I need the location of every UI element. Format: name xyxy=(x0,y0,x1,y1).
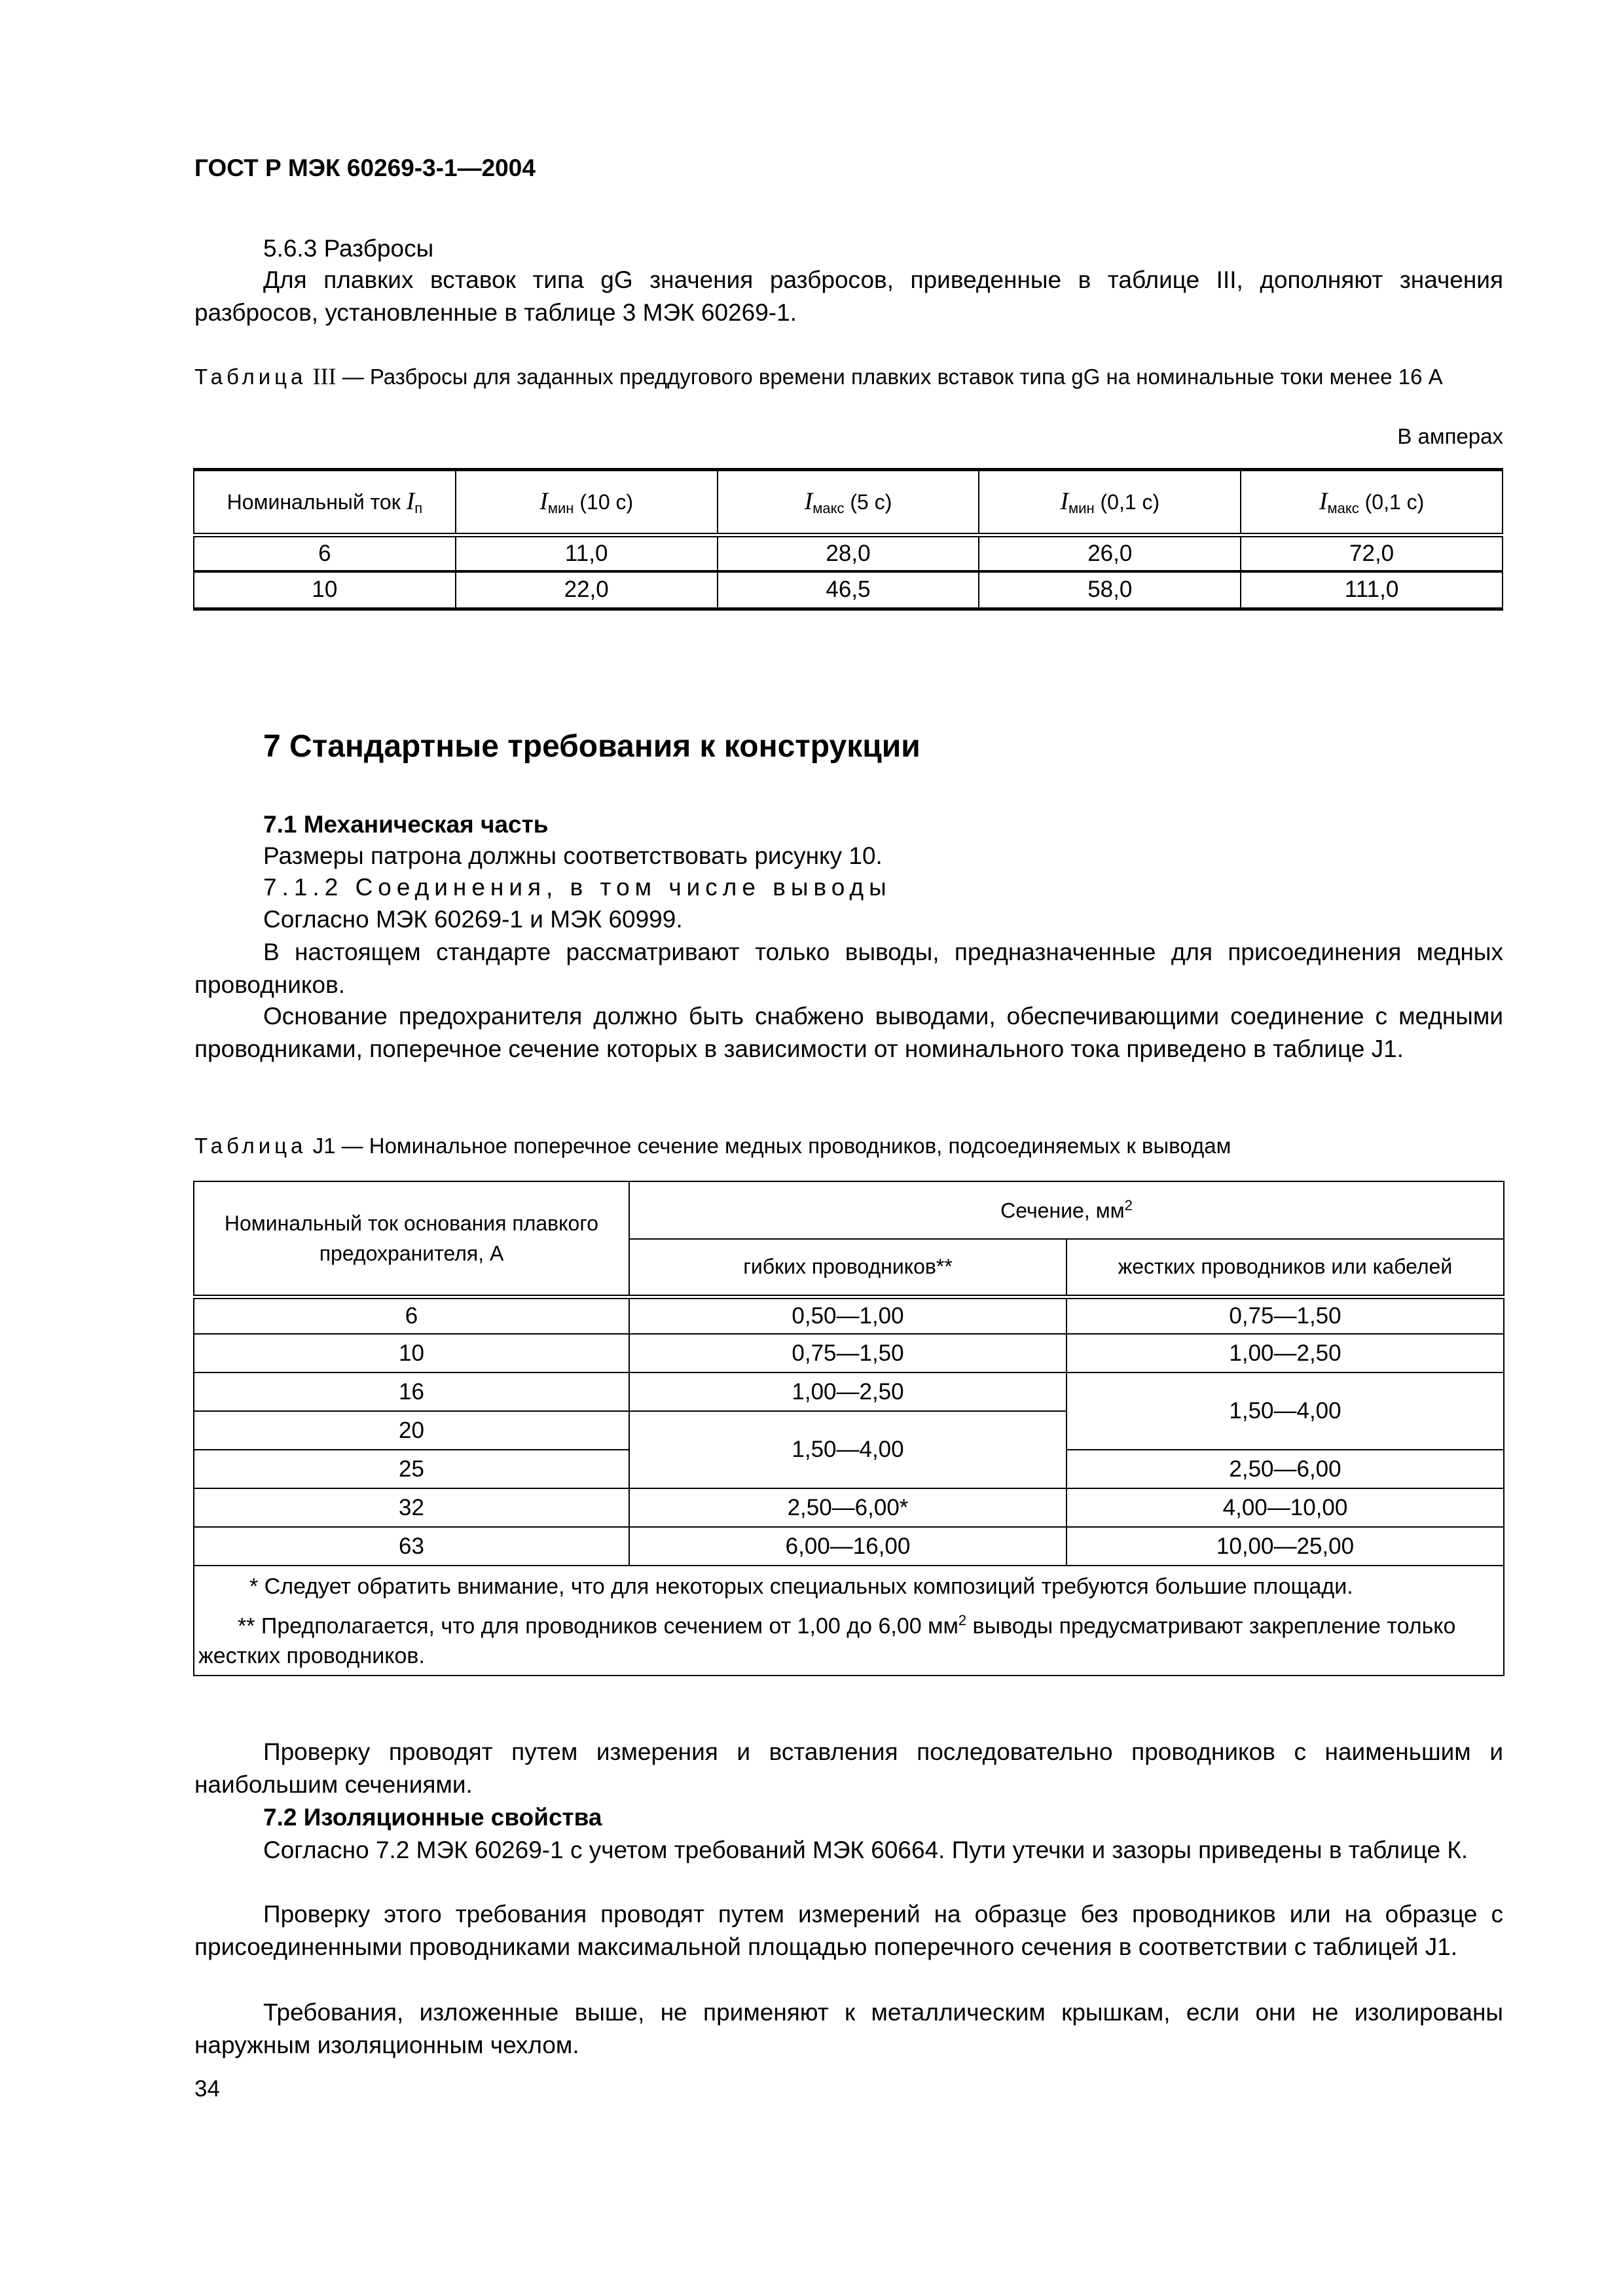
table-header-row xyxy=(194,1181,1504,1239)
header-section: Сечение, $мм^2$ xyxy=(629,1181,1504,1239)
cell: 2,50—6,00* xyxy=(629,1488,1067,1527)
table-row xyxy=(194,1527,1504,1566)
cell: 0,50—1,00 xyxy=(629,1297,1067,1334)
section-7-1-2-title: 7.1.2 Соединения, в том числе выводы xyxy=(263,874,892,901)
table-3 xyxy=(193,468,1503,611)
section-7-2-p2: Проверку этого требования проводят путем измерений на образце без проводников или на образце с присоединенными проводниками максимальной площадью поперечного сечения в соответствии с таблицей J1. xyxy=(194,1901,1503,1960)
caption-number: III xyxy=(312,363,337,389)
section-7-1-title: 7.1 Механическая часть xyxy=(263,811,549,838)
table-row xyxy=(194,571,1503,609)
document-code: ГОСТ Р МЭК 60269-3-1—2004 xyxy=(194,154,536,181)
section-5-6-3-text: Для плавких вставок типа gG значения разбросов, приведенные в таблице III, дополняют значения разбросов, установленные в таблице 3 МЭК 60269-1. xyxy=(194,266,1503,326)
verification-paragraph: Проверку проводят путем измерения и вставления последовательно проводников с наименьшим и наибольшим сечениями. xyxy=(194,1738,1503,1798)
table-row xyxy=(194,1297,1504,1334)
table-row xyxy=(194,1488,1504,1527)
cell: 4,00—10,00 xyxy=(1067,1488,1504,1527)
cell: 16 xyxy=(194,1372,629,1411)
page-number: 34 xyxy=(194,2076,220,2102)
header-nominal-current: Номинальный ток основания плавкого предохранителя, А xyxy=(194,1181,629,1297)
caption-prefix: Таблица xyxy=(194,1134,307,1158)
cell: 26,0 xyxy=(979,535,1241,571)
section-5-6-3-title: 5.6.3 Разбросы xyxy=(263,235,434,262)
cell: 11,0 xyxy=(456,535,718,571)
caption-text: J1 — Номинальное поперечное сечение медных проводников, подсоединяемых к выводам xyxy=(312,1134,1231,1158)
header-imin-01s: $I_{мин}$ (0,1 с) xyxy=(979,470,1241,535)
cell: 10,00—25,00 xyxy=(1067,1527,1504,1566)
cell: 6 xyxy=(194,1297,629,1334)
cell: 28,0 xyxy=(718,535,979,571)
table-row xyxy=(194,1372,1504,1411)
cell: 22,0 xyxy=(456,571,718,609)
cell: 32 xyxy=(194,1488,629,1527)
note-1: * Следует обратить внимание, что для некоторых специальных композиций требуются большие площади. xyxy=(249,1574,1353,1599)
table-notes xyxy=(194,1566,1504,1676)
cell: 6 xyxy=(194,535,456,571)
section-7-1-text: Размеры патрона должны соответствовать рисунку 10. xyxy=(263,842,883,869)
cell: 25 xyxy=(194,1450,629,1488)
cell: 111,0 xyxy=(1241,571,1503,609)
cell: 72,0 xyxy=(1241,535,1503,571)
cell: 0,75—1,50 xyxy=(1067,1297,1504,1334)
section-7-2-title: 7.2 Изоляционные свойства xyxy=(263,1804,602,1831)
cell: 1,50—4,00 xyxy=(1067,1372,1504,1450)
cell: 6,00—16,00 xyxy=(629,1527,1067,1566)
table-3-caption xyxy=(194,361,1503,392)
header-imin-10s: $I_{мин}$ (10 с) xyxy=(456,470,718,535)
header-imax-01s: $I_{макс}$ (0,1 с) xyxy=(1241,470,1503,535)
section-7-1-2-p2: В настоящем стандарте рассматривают только выводы, предназначенные для присоединения медных проводников. xyxy=(194,939,1503,998)
cell: 1,50—4,00 xyxy=(629,1411,1067,1488)
section-7-title: 7 Стандартные требования к конструкции xyxy=(263,729,921,764)
caption-text: — Разбросы для заданных преддугового времени плавких вставок типа gG на номинальные токи менее 16 А xyxy=(342,365,1443,389)
header-nominal-current: Номинальный ток $I_п$ xyxy=(194,470,456,535)
cell: 46,5 xyxy=(718,571,979,609)
table-j1 xyxy=(193,1181,1504,1676)
table-3-units: В амперах xyxy=(1397,424,1503,448)
cell: 0,75—1,50 xyxy=(629,1334,1067,1372)
caption-prefix: Таблица xyxy=(194,365,307,389)
header-imax-5s: $I_{макс}$ (5 с) xyxy=(718,470,979,535)
note-2: ** Предполагается, что для проводников сечением от 1,00 до 6,00 $мм^2$ выводы предусматривают закрепление только жестких проводников. xyxy=(198,1612,1456,1669)
table-row xyxy=(194,1334,1504,1372)
section-7-1-2-p1: Согласно МЭК 60269-1 и МЭК 60999. xyxy=(263,906,683,933)
table-header-row xyxy=(194,470,1503,535)
header-rigid: жестких проводников или кабелей xyxy=(1067,1239,1504,1297)
section-7-1-2-p3: Основание предохранителя должно быть снабжено выводами, обеспечивающими соединение с медными проводниками, поперечное сечение которых в зависимости от номинального тока приведено в таблице J1. xyxy=(194,1003,1503,1062)
header-flexible: гибких проводников** xyxy=(629,1239,1067,1297)
table-row xyxy=(194,535,1503,571)
cell: 20 xyxy=(194,1411,629,1450)
cell: 10 xyxy=(194,1334,629,1372)
table-j1-caption xyxy=(194,1130,1503,1162)
cell: 58,0 xyxy=(979,571,1241,609)
cell: 10 xyxy=(194,571,456,609)
table-notes-row xyxy=(194,1566,1504,1676)
cell: 2,50—6,00 xyxy=(1067,1450,1504,1488)
cell: 1,00—2,50 xyxy=(1067,1334,1504,1372)
section-7-2-p3: Требования, изложенные выше, не применяют к металлическим крышкам, если они не изолированы наружным изоляционным чехлом. xyxy=(194,1999,1503,2058)
cell: 1,00—2,50 xyxy=(629,1372,1067,1411)
section-7-2-p1: Согласно 7.2 МЭК 60269-1 с учетом требований МЭК 60664. Пути утечки и зазоры приведены в таблице К. xyxy=(263,1837,1468,1863)
cell: 63 xyxy=(194,1527,629,1566)
